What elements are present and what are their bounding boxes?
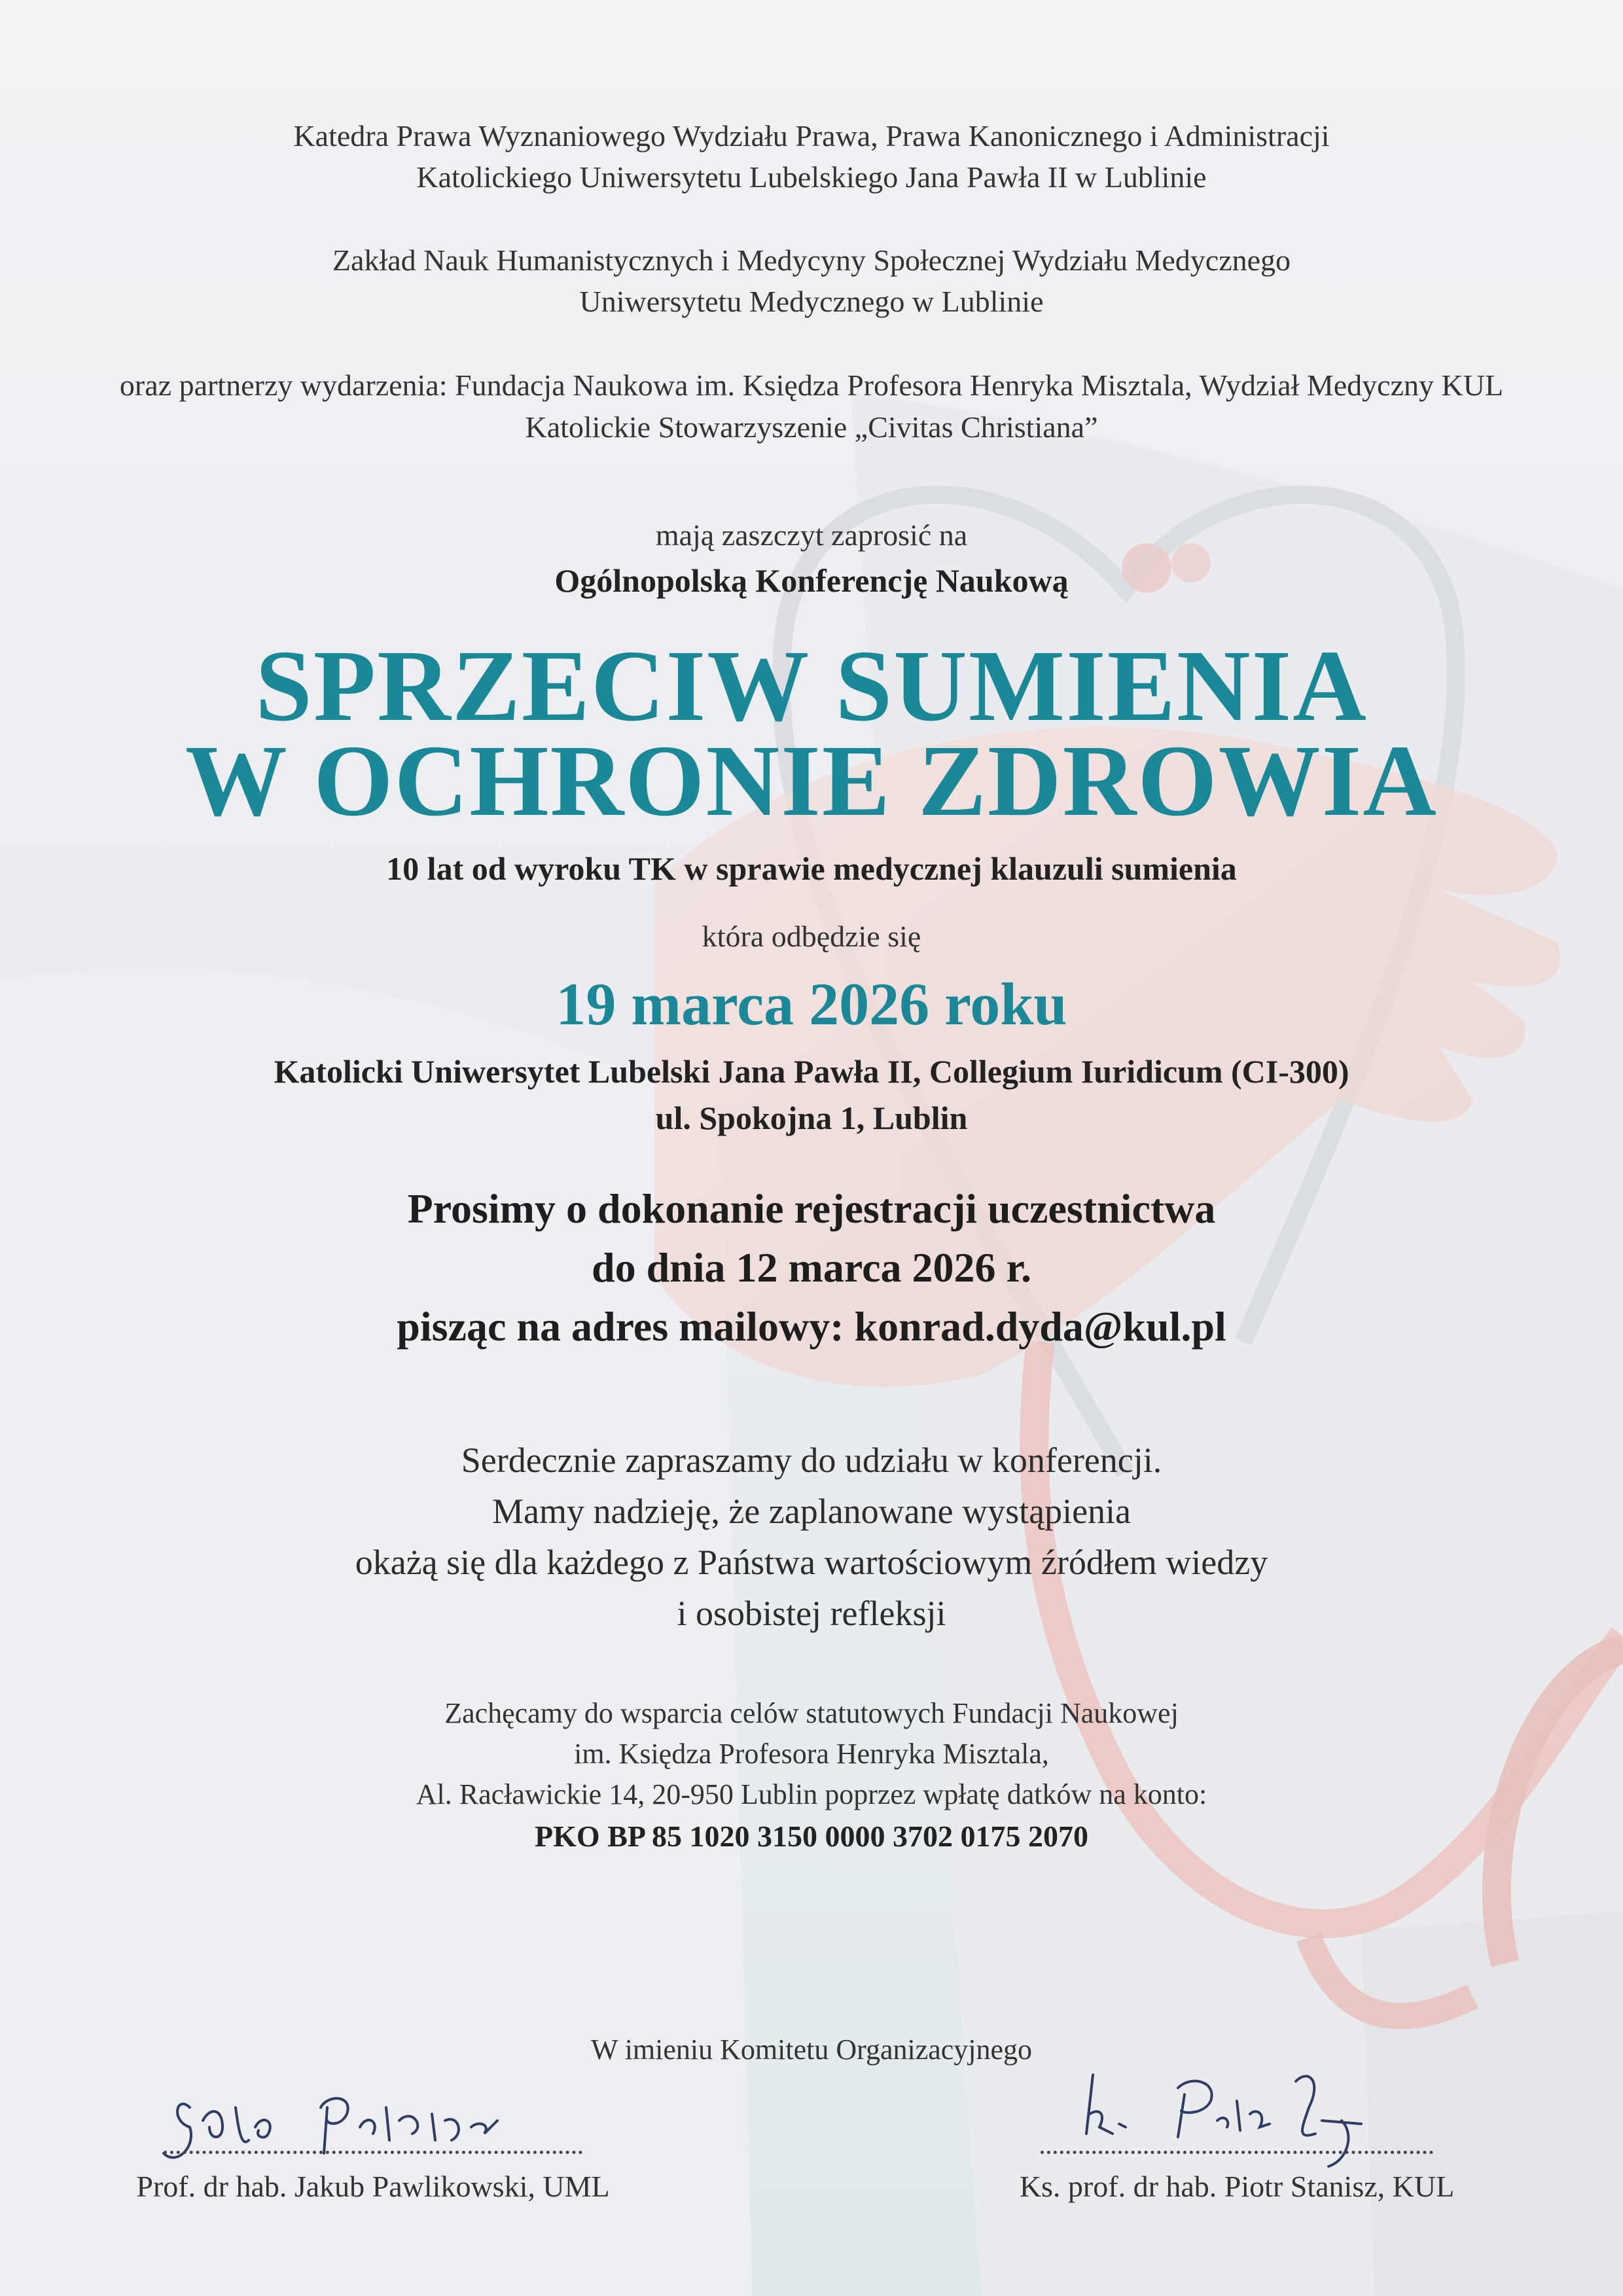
conference-title-line-1: SPRZECIW SUMIENIA [255, 629, 1368, 742]
support-line-1: Zachęcamy do wsparcia celów statutowych Fundacji Naukowej [444, 1697, 1179, 1729]
left-signatory-name: Prof. dr hab. Jakub Pawlikowski, UML [136, 2170, 610, 2203]
organizer-line-1: Katedra Prawa Wyznaniowego Wydziału Prawa, Prawa Kanonicznego i Administracji [293, 119, 1330, 152]
invitation-intro: mają zaszczyt zaprosić na [655, 518, 968, 552]
right-signature [1034, 2062, 1440, 2173]
left-signature-line [164, 2151, 582, 2154]
event-venue: Katolicki Uniwersytet Lubelski Jana Pawła II, Collegium Iuridicum (CI-300) [274, 1053, 1349, 1090]
organizer-line-3: Zakład Nauk Humanistycznych i Medycyny Społecznej Wydziału Medycznego [332, 243, 1291, 277]
committee-label: W imieniu Komitetu Organizacyjnego [590, 2034, 1033, 2066]
date-intro: która odbędzie się [702, 920, 921, 953]
left-signature [151, 2068, 596, 2173]
partners-line-2: Katolickie Stowarzyszenie „Civitas Christiana” [525, 410, 1098, 444]
registration-email-line[interactable]: pisząc na adres mailowy: konrad.dyda@kul.pl [397, 1303, 1226, 1350]
welcome-line-4: i osobistej refleksji [677, 1594, 946, 1633]
welcome-line-2: Mamy nadzieję, że zaplanowane wystąpienia [491, 1492, 1132, 1531]
right-signatory-name: Ks. prof. dr hab. Piotr Stanisz, KUL [1019, 2170, 1455, 2203]
registration-line-1: Prosimy o dokonanie rejestracji uczestnictwa [407, 1185, 1216, 1232]
registration-line-2: do dnia 12 marca 2026 r. [591, 1244, 1032, 1291]
partners-line-1: oraz partnerzy wydarzenia: Fundacja Naukowa im. Księdza Profesora Henryka Misztala, Wydział Medyczny KUL [119, 368, 1504, 402]
support-line-2: im. Księdza Profesora Henryka Misztala, [574, 1738, 1049, 1770]
welcome-line-3: okażą się dla każdego z Państwa wartościowym źródłem wiedzy [355, 1543, 1268, 1582]
conference-title-line-2: W OCHRONIE ZDROWIA [185, 724, 1438, 837]
conference-subtitle: 10 lat od wyroku TK w sprawie medycznej klauzuli sumienia [386, 850, 1237, 887]
organizer-line-4: Uniwersytetu Medycznego w Lublinie [579, 285, 1044, 318]
bank-account-number: PKO BP 85 1020 3150 0000 3702 0175 2070 [535, 1820, 1088, 1853]
event-date: 19 marca 2026 roku [556, 971, 1067, 1037]
support-line-3: Al. Racławickie 14, 20-950 Lublin poprzez wpłatę datków na konto: [416, 1778, 1207, 1810]
event-address: ul. Spokojna 1, Lublin [655, 1100, 968, 1136]
conference-type: Ogólnopolską Konferencję Naukową [554, 562, 1069, 599]
welcome-line-1: Serdecznie zapraszamy do udziału w konferencji. [461, 1441, 1162, 1480]
right-signature-line [1041, 2151, 1433, 2154]
organizer-line-2: Katolickiego Uniwersytetu Lubelskiego Jana Pawła II w Lublinie [416, 160, 1207, 194]
